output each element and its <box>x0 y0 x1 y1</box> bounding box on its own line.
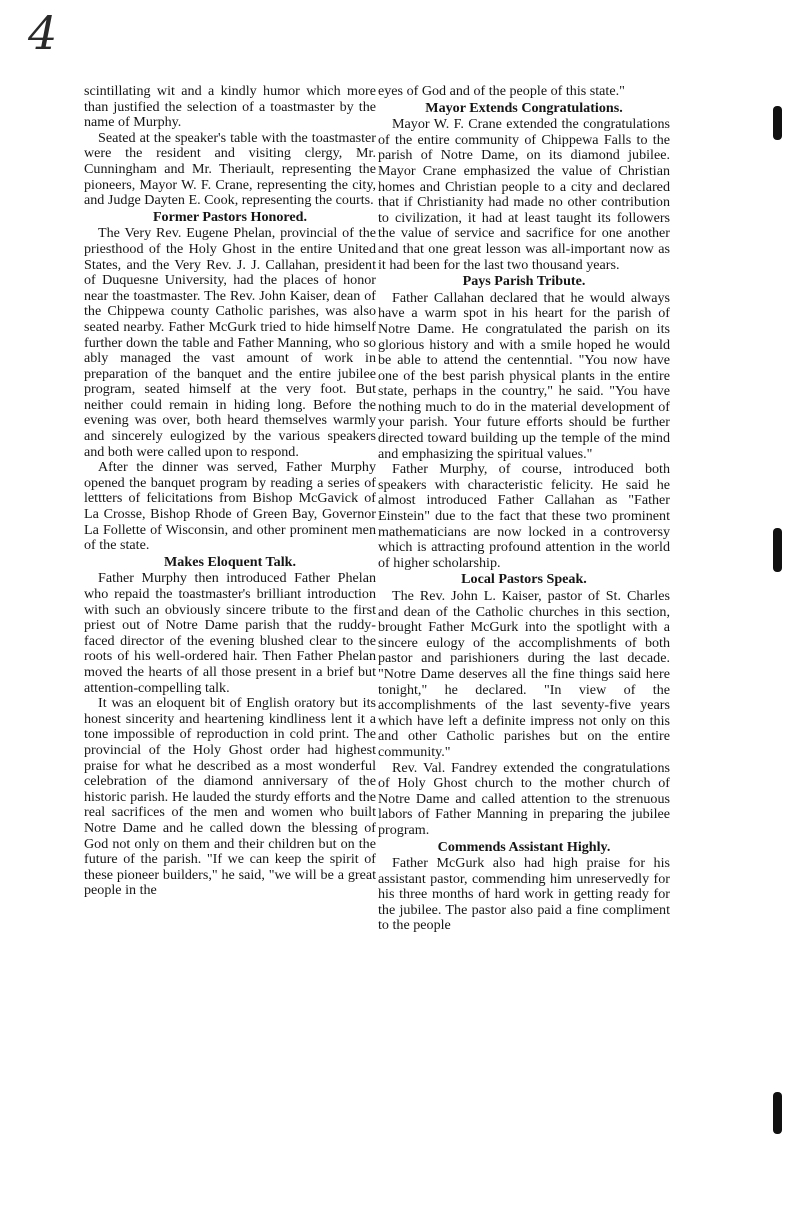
scan-margin-mark <box>773 1092 782 1134</box>
article-paragraph: Seated at the speaker's table with the toastmaster were the resident and visiting clergy, Mr. Cunningham and Mr. Theriault, representing the pioneers, Mayor W. F. Crane, representing the city, and Judge Dayten E. Cook, representing the courts. <box>84 129 376 209</box>
page-number: 4 <box>28 6 58 60</box>
article-paragraph: Father Murphy, of course, introduced both speakers with characteristic felicity. He said he almost introduced Father Callahan as "Father Einstein" due to the fact that these two prominent mathematicians are now locked in a controversy which is attracting profound attention in the world of higher scholarship. <box>378 461 670 571</box>
section-heading: Mayor Extends Congratulations. <box>425 99 623 116</box>
right-column <box>378 84 670 934</box>
section-heading: Pays Parish Tribute. <box>462 273 586 290</box>
article-paragraph: Father Callahan declared that he would always have a warm spot in his heart for the parish of Notre Dame. He congratulated the parish on its glorious history and with a smile hoped he would be able to attend the centenntial. "You now have one of the best parish physical plants in the entire state, perhaps in the country," he said. "You have nothing much to do in the material development of your parish. Your future efforts should be further directed toward building up the temple of the mind and emphasizing the spiritual values." <box>378 289 670 462</box>
article-paragraph: Rev. Val. Fandrey extended the congratulations of Holy Ghost church to the mother church of Notre Dame and called attention to the strenuous labors of Father Manning in preparing the jubilee program. <box>378 759 670 838</box>
article-paragraph: The Very Rev. Eugene Phelan, provincial of the priesthood of the Holy Ghost in the entire United States, and the Very Rev. J. J. Callahan, president of Duquesne University, had the places of honor near the toastmaster. The Rev. John Kaiser, dean of the Chippewa county Catholic parishes, was also seated nearby. Father McGurk tried to hide himself further down the table and Father Manning, who so ably managed the vast amount of work in preparation of the banquet and the entire jubilee program, seated himself at the very foot. But neither could remain in hiding long. Before the evening was over, both heard themselves warmly and sincerely eulogized by the various speakers and both were called upon to respond. <box>84 225 376 460</box>
section-heading: Former Pastors Honored. <box>152 208 308 225</box>
article-paragraph: It was an eloquent bit of English oratory but its honest sincerity and heartening kindliness lent it a tone impossible of reproduction in cold print. The provincial of the Holy Ghost order had highest praise for what he described as a most wonderful celebration of the diamond anniversary of the historic parish. He lauded the sturdy efforts and the real sacrifices of the men and women who built Notre Dame and he called down the blessing of God not only on them and their children but on the future of the parish. "If we can keep the spirit of these pioneer builders," he said, "we will be a great people in the <box>84 695 376 899</box>
article-paragraph: eyes of God and of the people of this state." <box>378 83 625 99</box>
article-paragraph: Father McGurk also had high praise for his assistant pastor, commending him unreservedly for his three months of hard work in getting ready for the jubilee. The pastor also paid a fine compliment to the people <box>378 855 670 934</box>
scan-margin-mark <box>773 528 782 572</box>
article-paragraph: Mayor W. F. Crane extended the congratulations of the entire community of Chippewa Falls to the parish of Notre Dame, on its diamond jubilee. Mayor Crane emphasized the value of Christian homes and Christian people to a city and declared that if Christianity had made no other contribution to civilization, it had at least taught its followers the value of service and sacrifice for one another and that one great lesson was all-important now as it had been for the last two thousand years. <box>378 116 670 273</box>
article-paragraph: After the dinner was served, Father Murphy opened the banquet program by reading a series of lettters of felicitations from Bishop McGavick of La Crosse, Bishop Rhode of Green Bay, Governor La Follette of Wisconsin, and other prominent men of the state. <box>84 459 376 554</box>
section-heading: Commends Assistant Highly. <box>437 838 611 855</box>
article-paragraph: The Rev. John L. Kaiser, pastor of St. Charles and dean of the Catholic churches in this section, brought Father McGurk into the spotlight with a sincere eulogy of the accomplishments of both pastor and parishioners during the last decade. "Notre Dame deserves all the fine things said here tonight," he declared. "In view of the accomplishments of the last seventy-five years which have left a definite impress not only on this and other Catholic parishes but on the entire community." <box>378 588 670 760</box>
left-column <box>84 84 376 899</box>
scan-margin-mark <box>773 106 782 140</box>
article-paragraph: Father Murphy then introduced Father Phelan who repaid the toastmaster's brilliant introduction with such an obviously sincere tribute to the first priest out of Notre Dame parish that the ruddy-faced director of the evening blushed clear to the roots of his well-ordered hair. Then Father Phelan moved the hearts of all those present in a brief but attention-compelling talk. <box>84 570 376 696</box>
section-heading: Makes Eloquent Talk. <box>164 553 296 570</box>
article-paragraph: scintillating wit and a kindly humor which more than justified the selection of a toastmaster by the name of Murphy. <box>84 83 376 131</box>
section-heading: Local Pastors Speak. <box>461 571 587 588</box>
